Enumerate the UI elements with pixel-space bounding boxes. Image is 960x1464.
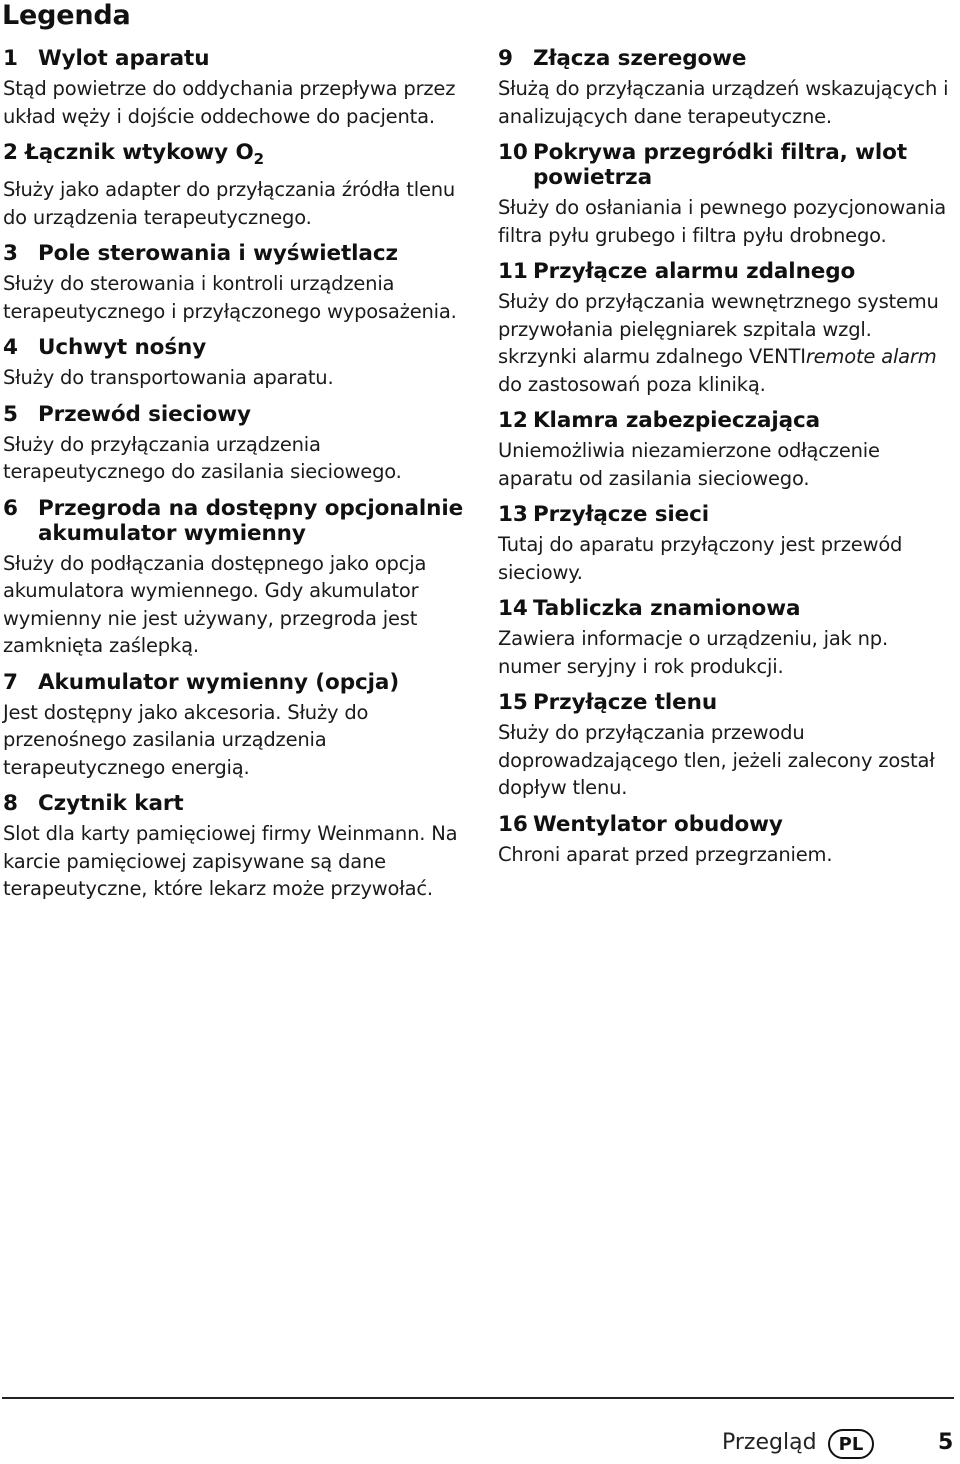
legend-item-head: [498, 46, 953, 71]
legend-item-number: 14: [498, 596, 528, 621]
legend-item: [498, 259, 953, 398]
legend-item-description: Jest dostępny jako akcesoria. Służy do przenośnego zasilania urządzenia terapeutycznego energią.: [3, 700, 369, 779]
legend-item-description: Uniemożliwia niezamierzone odłączenie aparatu od zasilania sieciowego.: [498, 439, 880, 490]
legend-item-description: Służy do transportowania aparatu.: [3, 366, 334, 389]
legend-item-heading: [25, 140, 473, 172]
legend-item-heading: Akumulator wymienny (opcja): [38, 669, 400, 695]
legend-item-head: [498, 140, 953, 190]
legend-item: [3, 335, 473, 392]
legend-item-head: [498, 812, 953, 837]
legend-item: [3, 402, 473, 486]
legend-item-head: [3, 791, 473, 816]
legend-item-number: 9: [498, 46, 513, 71]
legend-item-heading: Przewód sieciowy: [38, 401, 251, 427]
legend-item-heading: Wylot aparatu: [38, 46, 210, 71]
legend-item: [498, 690, 953, 802]
legend-item: [3, 241, 473, 325]
legend-item-description: Służy do osłaniania i pewnego pozycjonowania filtra pyłu grubego i filtra pyłu drobnego.: [498, 196, 947, 247]
page-title: Legenda: [2, 0, 131, 31]
legend-item-number: 10: [498, 140, 528, 165]
legend-item-description: Służy do podłączania dostępnego jako opcja akumulatora wymiennego. Gdy akumulator wymienny nie jest używany, przegroda jest zamknięta zaślepką.: [3, 551, 427, 657]
legend-item-description: Chroni aparat przed przegrzaniem.: [498, 842, 833, 866]
legend-item: [498, 46, 953, 130]
legend-item-number: 15: [498, 690, 528, 715]
legend-item-head: [498, 502, 953, 527]
legend-item-description: [498, 288, 953, 398]
legend-item-description: Zawiera informacje o urządzeniu, jak np. numer seryjny i rok produkcji.: [498, 627, 888, 678]
legend-item-head: [3, 46, 473, 71]
legend-item-heading: Przyłącze alarmu zdalnego: [533, 259, 856, 284]
legend-item-number: 3: [3, 241, 18, 266]
legend-item-description: Slot dla karty pamięciowej firmy Weinmann. Na karcie pamięciowej zapisywane są dane terapeutyczne, które lekarz może przywołać.: [3, 822, 458, 900]
legend-item-number: 5: [3, 401, 18, 427]
legend-item: [498, 596, 953, 680]
legend-item-description: Stąd powietrze do oddychania przepływa przez układ węży i dojście oddechowe do pacjenta.: [3, 77, 456, 128]
description-text-end: do zastosowań poza kliniką.: [498, 372, 766, 396]
legend-item-head: [498, 408, 953, 433]
legend-item-number: 4: [3, 335, 18, 360]
legend-column-right: [498, 46, 953, 878]
legend-item-number: 8: [3, 791, 18, 816]
legend-item: [3, 791, 473, 903]
footer-section-title: Przegląd: [722, 1430, 817, 1455]
legend-item-head: [498, 596, 953, 621]
legend-item-description: Służą do przyłączania urządzeń wskazujących i analizujących dane terapeutyczne.: [498, 77, 949, 128]
page-number: 5: [938, 1430, 954, 1455]
subscript-2: 2: [253, 150, 264, 168]
legend-item-number: 12: [498, 408, 528, 433]
legend-item-heading: Przyłącze sieci: [533, 502, 710, 527]
language-badge: PL: [828, 1429, 874, 1459]
legend-item-number: 6: [3, 495, 18, 521]
legend-item-heading: Przegroda na dostępny opcjonalnie akumulator wymienny: [38, 495, 464, 546]
legend-item-number: 2: [3, 140, 18, 165]
legend-item: [498, 812, 953, 869]
legend-item: [3, 46, 473, 130]
legend-item-description: Służy do przyłączania urządzenia terapeutycznego do zasilania sieciowego.: [3, 432, 402, 483]
legend-item-number: 7: [3, 669, 18, 695]
legend-item-number: 13: [498, 502, 528, 527]
legend-item-head: [3, 241, 473, 266]
legend-item: [3, 140, 473, 231]
legend-item-head: [3, 140, 473, 172]
legend-item: [498, 502, 953, 586]
description-italic-text: remote alarm: [805, 345, 937, 368]
legend-item-heading: Klamra zabezpieczająca: [533, 408, 821, 433]
legend-item-heading: Tabliczka znamionowa: [533, 596, 801, 621]
legend-item-number: 1: [3, 46, 18, 71]
legend-item-description: Służy do sterowania i kontroli urządzenia terapeutycznego i przyłączonego wyposażenia.: [3, 272, 457, 323]
footer-divider: [2, 1397, 954, 1399]
legend-item-heading: Czytnik kart: [38, 791, 184, 816]
legend-item-heading: Uchwyt nośny: [38, 335, 207, 360]
legend-item-description: Służy do przyłączania przewodu doprowadzającego tlen, jeżeli zalecony został dopływ tlenu.: [498, 721, 935, 799]
legend-item-heading: Złącza szeregowe: [533, 46, 747, 71]
legend-item-heading-text: Łącznik wtykowy O: [25, 140, 254, 165]
legend-item-heading: Wentylator obudowy: [533, 811, 783, 837]
legend-item-head: [3, 496, 473, 546]
legend-item-head: [3, 335, 473, 360]
description-text: Służy do przyłączania wewnętrznego systemu przywołania pielęgniarek szpitala wzgl. skrzynki alarmu zdalnego VENTI: [498, 290, 939, 368]
legend-item: [3, 670, 473, 782]
legend-column-left: [3, 46, 473, 913]
legend-item: [498, 140, 953, 249]
legend-item: [3, 496, 473, 660]
legend-item-head: [498, 690, 953, 715]
legend-item-head: [3, 402, 473, 427]
legend-item-heading: Pokrywa przegródki filtra, wlot powietrza: [533, 140, 908, 190]
legend-item: [498, 408, 953, 492]
legend-item-heading: Przyłącze tlenu: [533, 690, 718, 715]
legend-item-head: [498, 259, 953, 284]
legend-item-description: Tutaj do aparatu przyłączony jest przewód sieciowy.: [498, 533, 903, 584]
legend-item-head: [3, 670, 473, 695]
legend-item-description: Służy jako adapter do przyłączania źródła tlenu do urządzenia terapeutycznego.: [3, 178, 456, 229]
legend-item-number: 11: [498, 259, 528, 284]
legend-item-number: 16: [498, 811, 528, 837]
legend-item-heading: Pole sterowania i wyświetlacz: [38, 241, 398, 266]
